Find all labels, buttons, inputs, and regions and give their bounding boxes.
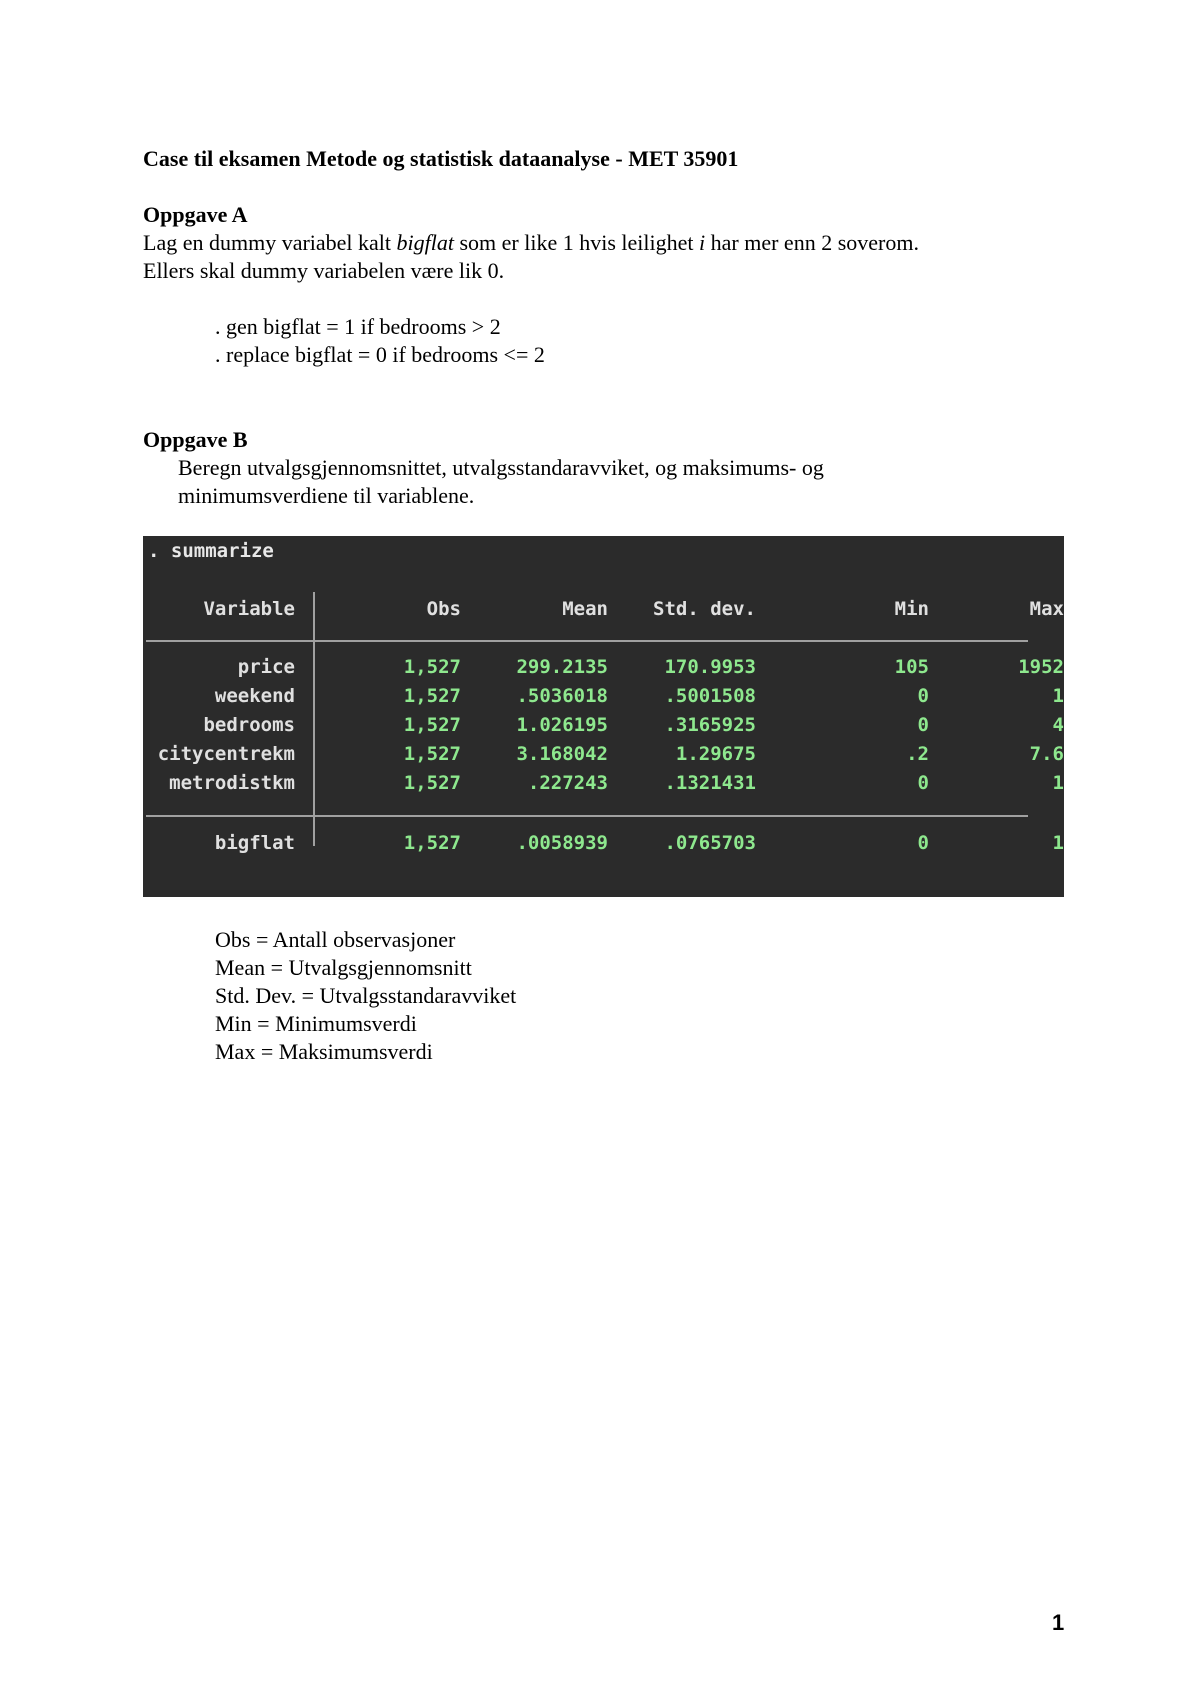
legend-std-dev: Std. Dev. = Utvalgsstandaravviket: [215, 983, 517, 1008]
row-std-dev: .5001508: [664, 685, 756, 707]
task-a-text-line-1: Lag en dummy variabel kalt bigflat som er like 1 hvis leilighet i har mer enn 2 soverom.: [143, 230, 919, 255]
row-mean: 3.168042: [516, 743, 608, 765]
section-divider: [146, 815, 1028, 817]
row-min: 0: [917, 772, 929, 794]
row-variable: weekend: [214, 685, 295, 707]
row-variable: price: [237, 656, 295, 678]
row-std-dev: 170.9953: [664, 656, 756, 678]
row-max: 1: [1052, 685, 1064, 707]
row-obs: 1,527: [403, 714, 461, 736]
task-b-text-line-2: minimumsverdiene til variablene.: [178, 483, 475, 508]
row-variable: bigflat: [214, 832, 295, 854]
row-variable: metrodistkm: [169, 772, 295, 794]
task-b-heading: Oppgave B: [143, 427, 248, 452]
header-std-dev: Std. dev.: [653, 598, 756, 620]
row-min: 0: [917, 714, 929, 736]
row-obs: 1,527: [403, 656, 461, 678]
row-min: 105: [894, 656, 929, 678]
row-min: 0: [917, 832, 929, 854]
variable-column-divider: [313, 640, 315, 795]
legend-mean: Mean = Utvalgsgjennomsnitt: [215, 955, 472, 980]
index-i: i: [699, 230, 706, 255]
row-max: 1: [1052, 832, 1064, 854]
header-mean: Mean: [562, 598, 608, 620]
row-mean: .0058939: [516, 832, 608, 854]
row-max: 4: [1052, 714, 1064, 736]
task-a-heading: Oppgave A: [143, 202, 248, 227]
header-variable: Variable: [203, 598, 295, 620]
task-a-text-line-2: Ellers skal dummy variabelen være lik 0.: [143, 258, 505, 283]
row-obs: 1,527: [403, 832, 461, 854]
header-min: Min: [894, 598, 929, 620]
header-max: Max: [1029, 598, 1064, 620]
row-max: 1: [1052, 772, 1064, 794]
row-mean: .5036018: [516, 685, 608, 707]
row-obs: 1,527: [403, 772, 461, 794]
variable-column-divider: [313, 795, 315, 846]
document-title: Case til eksamen Metode og statistisk dataanalyse - MET 35901: [143, 146, 739, 171]
page-number: 1: [1052, 1610, 1065, 1635]
row-std-dev: 1.29675: [675, 743, 756, 765]
row-mean: 299.2135: [516, 656, 608, 678]
row-min: 0: [917, 685, 929, 707]
row-variable: bedrooms: [203, 714, 295, 736]
row-std-dev: .0765703: [664, 832, 756, 854]
row-obs: 1,527: [403, 685, 461, 707]
task-b-text-line-1: Beregn utvalgsgjennomsnittet, utvalgsstandaravviket, og maksimums- og: [178, 455, 824, 480]
row-std-dev: .1321431: [664, 772, 756, 794]
row-std-dev: .3165925: [664, 714, 756, 736]
legend-min: Min = Minimumsverdi: [215, 1011, 417, 1036]
row-max: 7.6: [1029, 743, 1064, 765]
header-divider: [146, 640, 1028, 642]
row-max: 1952: [1018, 656, 1064, 678]
row-mean: .227243: [527, 772, 608, 794]
row-mean: 1.026195: [516, 714, 608, 736]
header-obs: Obs: [426, 598, 461, 620]
legend-max: Max = Maksimumsverdi: [215, 1039, 433, 1064]
stata-summarize-output: [143, 536, 1064, 897]
variable-column-divider: [313, 592, 315, 644]
variable-name-bigflat: bigflat: [396, 230, 454, 255]
row-min: .2: [906, 743, 929, 765]
row-variable: citycentrekm: [157, 743, 295, 765]
console-command: . summarize: [148, 540, 274, 562]
legend-obs: Obs = Antall observasjoner: [215, 927, 456, 952]
stata-command-replace: . replace bigflat = 0 if bedrooms <= 2: [215, 342, 545, 367]
stata-command-gen: . gen bigflat = 1 if bedrooms > 2: [215, 314, 501, 339]
row-obs: 1,527: [403, 743, 461, 765]
